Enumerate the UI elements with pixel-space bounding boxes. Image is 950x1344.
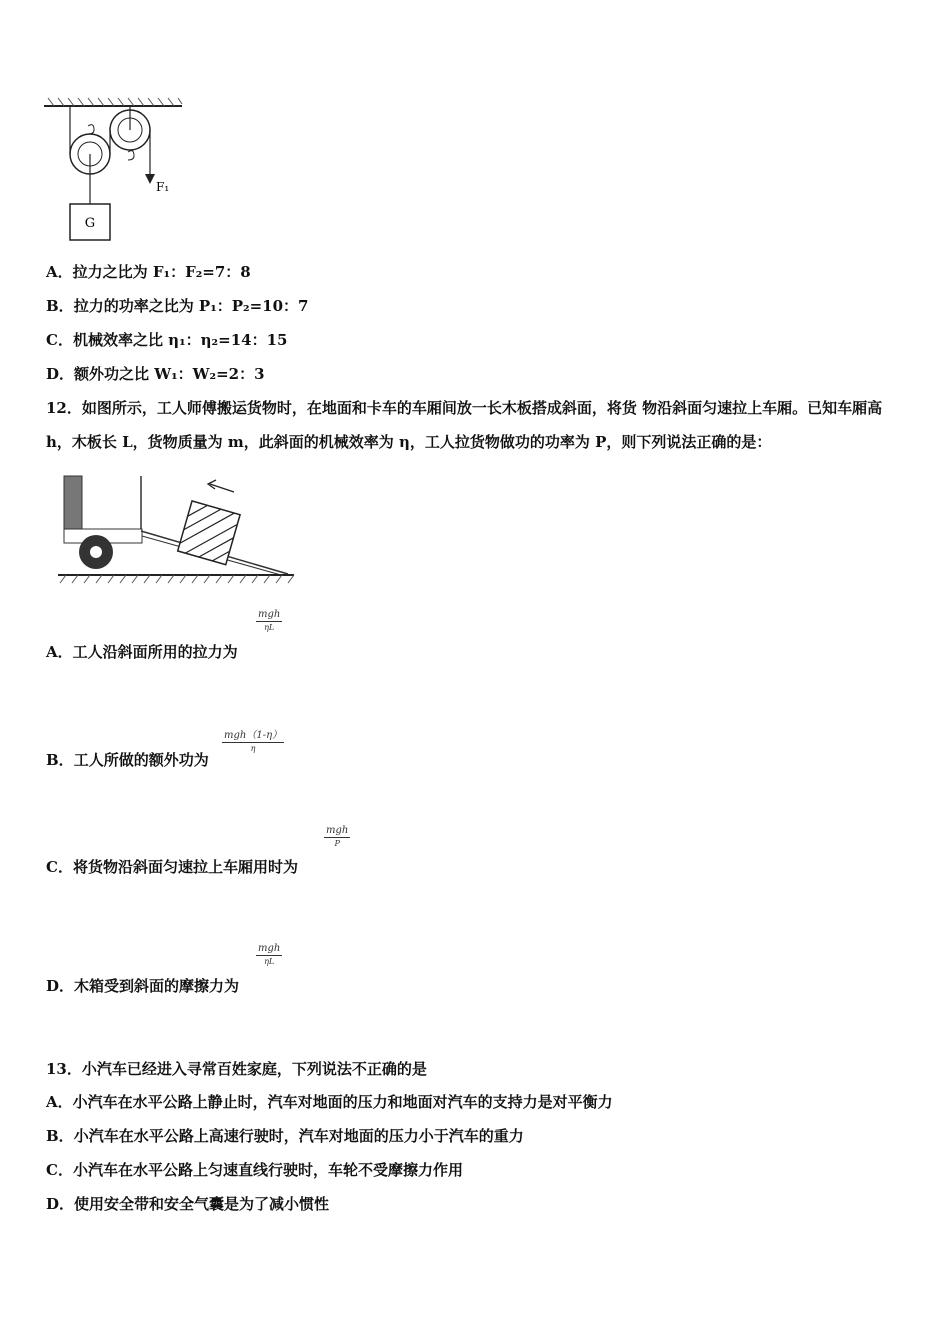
incline-figure (56, 474, 306, 589)
q13-stem: 13．小汽车已经进入寻常百姓家庭，下列说法不正确的是 (46, 1060, 427, 1078)
q12-option-c: C．将货物沿斜面匀速拉上车厢用时为 (46, 858, 298, 876)
q13-option-c: C．小汽车在水平公路上匀速直线行驶时，车轮不受摩擦力作用 (46, 1161, 463, 1179)
pulley-figure (44, 96, 194, 246)
q11-option-b: B．拉力的功率之比为 P₁：P₂=10：7 (46, 297, 309, 315)
q12-option-b: B．工人所做的额外功为 (46, 751, 209, 769)
q11-option-c: C．机械效率之比 η₁：η₂=14：15 (46, 331, 288, 349)
q12-option-a: A．工人沿斜面所用的拉力为 (46, 643, 238, 661)
q12-c-fraction: mgh P (326, 825, 349, 848)
weight-label: G (84, 216, 96, 231)
q12-stem: 12．如图所示，工人师傅搬运货物时，在地面和卡车的车厢间放一长木板搭成斜面，将货 物沿斜面匀速拉上车厢。已知车厢高 h，木板长 L，货物质量为 m，此斜面的机械效率为 η，工人拉货物做功的功率为 P，则下列说法正确的是： (46, 399, 883, 451)
q12-d-fraction: mgh ηL (258, 943, 281, 966)
q11-option-a: A．拉力之比为 F₁：F₂=7：8 (46, 263, 251, 281)
q13-option-b: B．小汽车在水平公路上高速行驶时，汽车对地面的压力小于汽车的重力 (46, 1127, 524, 1145)
q11-option-d: D．额外功之比 W₁：W₂=2：3 (46, 365, 265, 383)
q13-option-a: A．小汽车在水平公路上静止时，汽车对地面的压力和地面对汽车的支持力是对平衡力 (46, 1093, 613, 1111)
q12-a-fraction: mgh ηL (258, 609, 281, 632)
q12-b-fraction: mgh（1-η） η (224, 730, 283, 753)
q13-option-d: D．使用安全带和安全气囊是为了减小惯性 (46, 1195, 330, 1213)
force-label: F₁ (156, 180, 170, 194)
q12-option-d: D．木箱受到斜面的摩擦力为 (46, 977, 240, 995)
